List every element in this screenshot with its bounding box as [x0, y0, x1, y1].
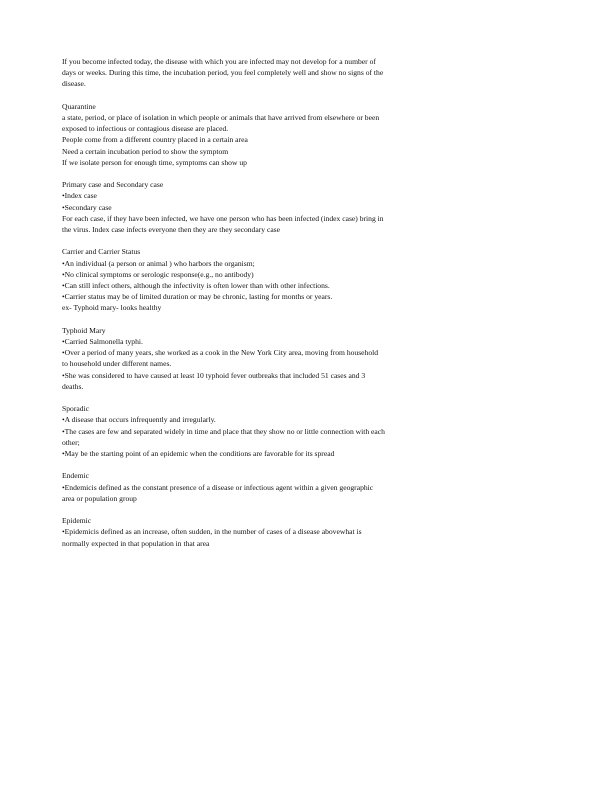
section-carrier: [62, 246, 434, 313]
section-quarantine: [62, 101, 434, 168]
section-heading: Carrier and Carrier Status: [62, 247, 141, 257]
text-line: People come from a different country placed in a certain area: [62, 135, 248, 145]
document-page: [62, 56, 434, 560]
text-line: If we isolate person for enough time, symptoms can show up: [62, 157, 247, 167]
text-line: other;: [62, 437, 80, 447]
bullet-item: •Carrier status may be of limited duration or may be chronic, lasting for months or years.: [62, 292, 333, 302]
bullet-item: •Endemicis defined as the constant presence of a disease or infectious agent within a given geographic: [62, 482, 374, 492]
bullet-item: •Over a period of many years, she worked as a cook in the New York City area, moving from household: [62, 348, 379, 358]
bullet-item: •She was considered to have caused at least 10 typhoid fever outbreaks that included 51 cases and 3: [62, 370, 366, 380]
text-line: normally expected in that population in that area: [62, 538, 210, 548]
text-line: a state, period, or place of isolation in which people or animals that have arrived from elsewhere or been: [62, 113, 380, 122]
text-line: the virus. Index case infects everyone then they are they secondary case: [62, 225, 281, 235]
section-endemic: [62, 470, 434, 504]
intro-line: disease.: [62, 79, 86, 89]
section-epidemic: [62, 515, 434, 549]
section-heading: Endemic: [62, 471, 89, 481]
section-heading: Sporadic: [62, 404, 89, 414]
section-heading: Epidemic: [62, 516, 92, 526]
section-heading: Primary case and Secondary case: [62, 180, 164, 190]
text-line: to household under different names.: [62, 359, 172, 369]
bullet-item: •No clinical symptoms or serologic response(e.g., no antibody): [62, 269, 254, 279]
bullet-item: •Epidemicis defined as an increase, often sudden, in the number of cases of a disease abovewhat is: [62, 527, 362, 537]
text-line: Need a certain incubation period to show the symptom: [62, 146, 229, 156]
text-line: ex- Typhoid mary- looks healthy: [62, 303, 162, 313]
bullet-item: •Index case: [62, 191, 97, 201]
text-line: For each case, if they have been infected, we have one person who has been infected (index case) bring in: [62, 213, 384, 223]
section-heading: Quarantine: [62, 101, 96, 111]
section-sporadic: [62, 403, 434, 459]
bullet-item: •May be the starting point of an epidemic when the conditions are favorable for its spread: [62, 449, 335, 459]
intro-line: If you become infected today, the disease with which you are infected may not develop for a number of: [62, 57, 376, 66]
bullet-item: •A disease that occurs infrequently and irregularly.: [62, 415, 216, 425]
intro-line: days or weeks. During this time, the incubation period, you feel completely well and show no signs of the: [62, 68, 384, 78]
bullet-item: •An individual (a person or animal ) who harbors the organism;: [62, 258, 255, 268]
text-line: exposed to infectious or contagious disease are placed.: [62, 124, 229, 134]
section-typhoid-mary: [62, 325, 434, 392]
bullet-item: •The cases are few and separated widely in time and place that they show no or little connection with each: [62, 426, 385, 436]
text-line: area or population group: [62, 493, 137, 503]
bullet-item: •Can still infect others, although the infectivity is often lower than with other infections.: [62, 281, 330, 291]
section-primary-secondary-case: [62, 179, 434, 235]
text-line: deaths.: [62, 381, 84, 391]
intro-paragraph: [62, 56, 434, 90]
section-heading: Typhoid Mary: [62, 325, 106, 335]
bullet-item: •Secondary case: [62, 202, 112, 212]
bullet-item: •Carried Salmonella typhi.: [62, 337, 143, 347]
